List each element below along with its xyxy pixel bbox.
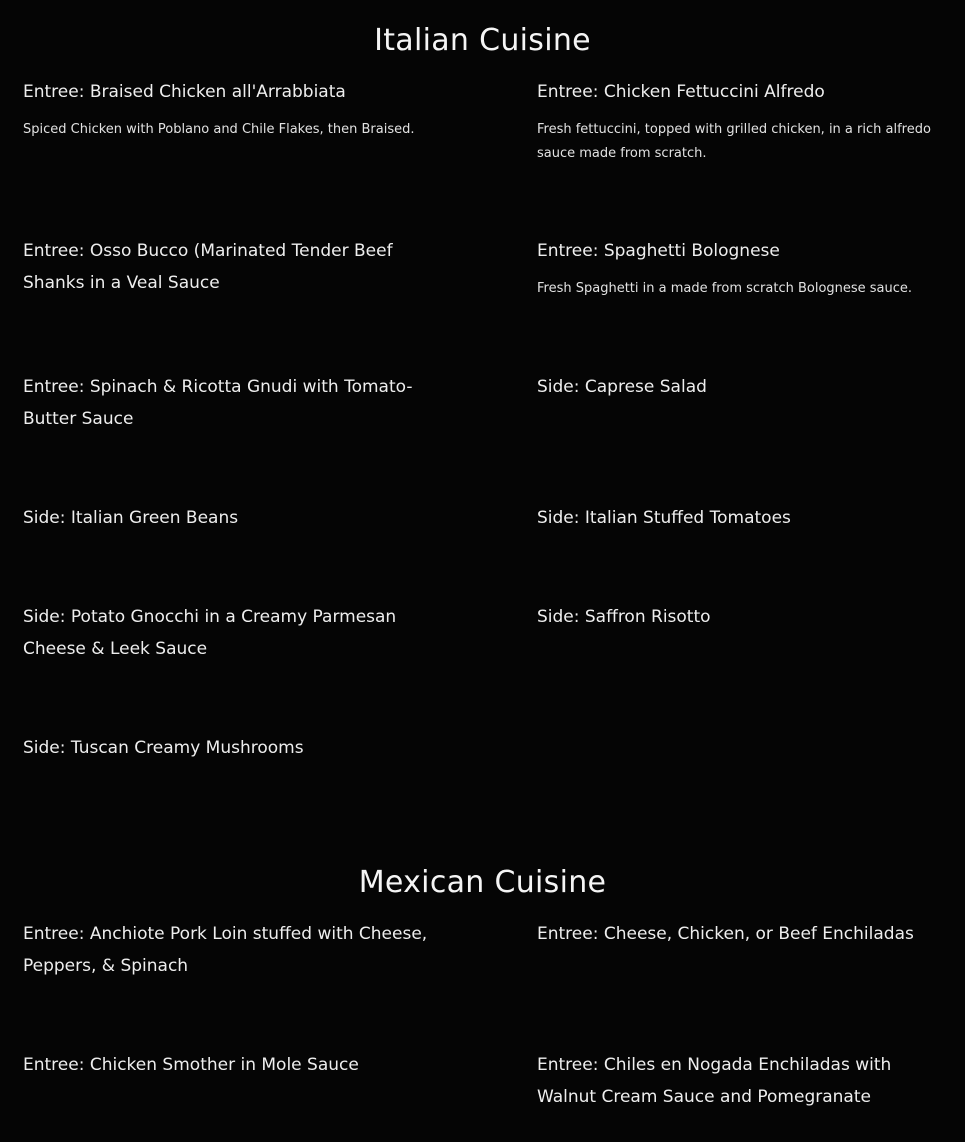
menu-item bbox=[537, 918, 942, 950]
menu-item bbox=[23, 235, 443, 299]
menu-item bbox=[23, 918, 443, 982]
menu-item-name: Entree: Chicken Smother in Mole Sauce bbox=[23, 1055, 359, 1075]
menu-item-name: Entree: Braised Chicken all'Arrabbiata bbox=[23, 82, 346, 102]
menu-item-name: Entree: Anchiote Pork Loin stuffed with Cheese, Peppers, & Spinach bbox=[23, 924, 428, 976]
menu-item-name: Entree: Spaghetti Bolognese bbox=[537, 241, 780, 261]
menu-item bbox=[23, 371, 443, 435]
menu-item-name: Entree: Cheese, Chicken, or Beef Enchiladas bbox=[537, 924, 914, 944]
menu-item-name: Side: Saffron Risotto bbox=[537, 607, 711, 627]
menu-item-name: Entree: Spinach & Ricotta Gnudi with Tomato-Butter Sauce bbox=[23, 377, 413, 429]
menu-item bbox=[537, 601, 942, 633]
menu-item-name: Side: Potato Gnocchi in a Creamy Parmesan Cheese & Leek Sauce bbox=[23, 607, 397, 659]
menu-item bbox=[537, 502, 942, 534]
menu-item bbox=[537, 371, 942, 403]
menu-item bbox=[23, 732, 443, 764]
menu-item-name: Entree: Chiles en Nogada Enchiladas with Walnut Cream Sauce and Pomegranate bbox=[537, 1055, 892, 1107]
menu-item-description: Fresh Spaghetti in a made from scratch Bolognese sauce. bbox=[537, 281, 913, 296]
menu-item bbox=[537, 235, 942, 301]
menu-item bbox=[537, 76, 942, 166]
section-title-mexican: Mexican Cuisine bbox=[358, 865, 607, 900]
menu-item-description: Fresh fettuccini, topped with grilled chicken, in a rich alfredo sauce made from scratch. bbox=[537, 122, 931, 161]
menu-item-name: Side: Italian Green Beans bbox=[23, 508, 239, 528]
menu-item bbox=[23, 502, 443, 534]
menu-item-name: Side: Italian Stuffed Tomatoes bbox=[537, 508, 791, 528]
menu-item-name: Side: Caprese Salad bbox=[537, 377, 707, 397]
menu-item-name: Side: Tuscan Creamy Mushrooms bbox=[23, 738, 304, 758]
menu-item-description: Spiced Chicken with Poblano and Chile Flakes, then Braised. bbox=[23, 122, 415, 137]
menu-item bbox=[23, 1049, 443, 1081]
menu-item bbox=[23, 76, 443, 142]
menu-item-name: Entree: Chicken Fettuccini Alfredo bbox=[537, 82, 825, 102]
menu-item bbox=[23, 601, 443, 665]
menu-item-name: Entree: Osso Bucco (Marinated Tender Beef Shanks in a Veal Sauce bbox=[23, 241, 393, 293]
menu-item bbox=[537, 1049, 942, 1113]
section-title-italian: Italian Cuisine bbox=[374, 23, 591, 58]
